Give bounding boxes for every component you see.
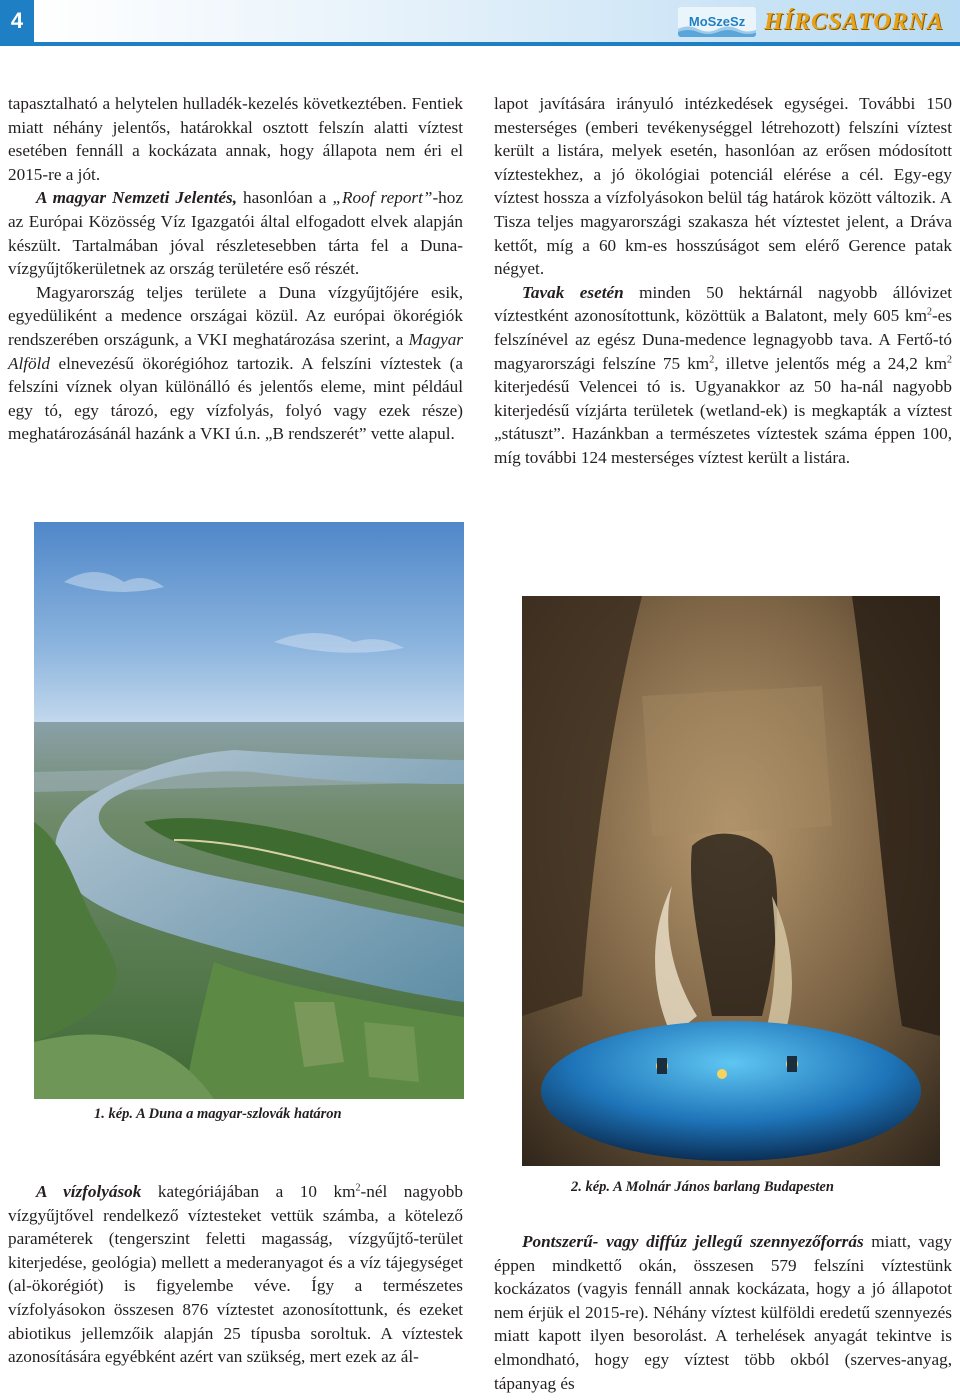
emphasis: Pontszerű- vagy diffúz jellegű szennyezőforrás xyxy=(522,1232,864,1251)
paragraph: Pontszerű- vagy diffúz jellegű szennyezőforrás miatt, vagy éppen mindkettő okán, összesen 579 felszíni víztestünk kockázatos (vagyis fennáll annak kockázata, hogy a jó állapotot nem érjük el 2015-re). Néhány víztest külföldi eredetű szennyezés miatt kapott ilyen besorolást. A terhelések anyagát tekintve is elmondható, hogy egy víztest több okból (szerves-anyag, tápanyag és xyxy=(494,1232,952,1393)
paragraph: A magyar Nemzeti Jelentés, hasonlóan a „Roof report”-hoz az Európai Közösség Víz Igazgatói által elfogadott elvek alapján készült. Tartalmában jóval részletesebben tárta fel a Duna-vízgyűjtőkerületnek az ország területére eső részét. xyxy=(8,188,463,279)
publication-logo xyxy=(678,5,944,39)
paragraph: A vízfolyások kategóriájában a 10 $km^2$-nél nagyobb vízgyűjtővel rendelkező víztesteket vettük számba, a kötelező paraméterek (tengerszint feletti magasság, vízgyűjtő-terület kiterjedése, geológia) mellett a mederanyagot és a víz tájegységet (al-ökorégiót) is figyelembe véve. Így a természetes vízfolyásokon összesen 876 víztestet azonosítottunk, és ezeket abiotikus jellemzőik alapján 25 típusba soroltuk. A víztestek azonosítására egyébként azért van szükség, mert ezek az ál- xyxy=(8,1182,463,1367)
logo-badge-text: MoSzeSz xyxy=(688,14,746,29)
header-rule xyxy=(0,42,960,46)
bottom-right-column xyxy=(494,1230,952,1395)
cave-lake-photo xyxy=(522,596,940,1166)
moszesz-logo-badge xyxy=(678,7,756,37)
page-number: 4 xyxy=(0,0,34,42)
paragraph: lapot javítására irányuló intézkedések egységei. További 150 mesterséges (emberi tevékenységgel létrehozott) felszíni víztest került a listára, melyek esetén, hasonlóan az erősen módosított víztestekhez, a jó ökológiai potenciál elérése a cél. Egy-egy víztest hossza a vízfolyásokon belül tág határok között változik. A Tisza teljes magyarországi szakasza hét víztestet jelent, a Dráva kettőt, míg a 60 km-es hosszúságot sem elérő Gerence patak négyet. xyxy=(494,94,952,279)
publication-title: HÍRCSATORNA xyxy=(764,8,944,35)
emphasis: A magyar Nemzeti Jelentés, xyxy=(36,188,237,208)
photo-2-caption: 2. kép. A Molnár János barlang Budapesten xyxy=(571,1179,834,1195)
emphasis: Tavak esetén xyxy=(522,282,624,302)
right-column xyxy=(494,92,952,470)
paragraph: Magyarország teljes területe a Duna vízgyűjtőjére esik, egyedüliként a medence országai közül. Az európai ökorégiók rendszerében országunk, a VKI meghatározása szerint, a Magyar Alföld elnevezésű ökorégióhoz tartozik. A felszíni víztestek (a felszíni víznek olyan különálló és jelentős eleme, mint például egy tó, egy tározó, egy vízfolyás, folyó vagy ezek része) meghatározásánál hazánk a VKI ú.n. „B rendszerét” vette alapul. xyxy=(8,282,463,444)
paragraph: Tavak esetén minden 50 hektárnál nagyobb állóvizet víztestként azonosítottunk, közöttük a Balatont, mely 605 $km^2-es$ felszínével az egész Duna-medence legnagyobb tava. A Fertő-tó magyarországi felszíne 75 $km^2$, illetve jelentős még a 24,2 $km^2$ kiterjedésű Velencei tó is. Ugyanakkor az 50 ha-nál nagyobb kiterjedésű vízjárta területek (wetland-ek) is megkapták a víztest „státuszt”. Hazánkban a természetes víztestek száma éppen 100, míg további 124 mesterséges víztest került a listára. xyxy=(494,282,952,467)
bottom-left-column xyxy=(8,1180,463,1369)
photo-1-caption: 1. kép. A Duna a magyar-szlovák határon xyxy=(94,1106,342,1122)
emphasis: A vízfolyások xyxy=(36,1182,142,1201)
left-column xyxy=(8,92,463,446)
paragraph: tapasztalható a helytelen hulladék-kezelés következtében. Fentiek miatt néhány jelentős, határokkal osztott felszín alatti víztest esetében fennáll a kockázata annak, hogy állapota nem éri el 2015-re a jót. xyxy=(8,94,463,184)
page-header xyxy=(0,0,960,46)
danube-aerial-photo xyxy=(34,522,464,1099)
